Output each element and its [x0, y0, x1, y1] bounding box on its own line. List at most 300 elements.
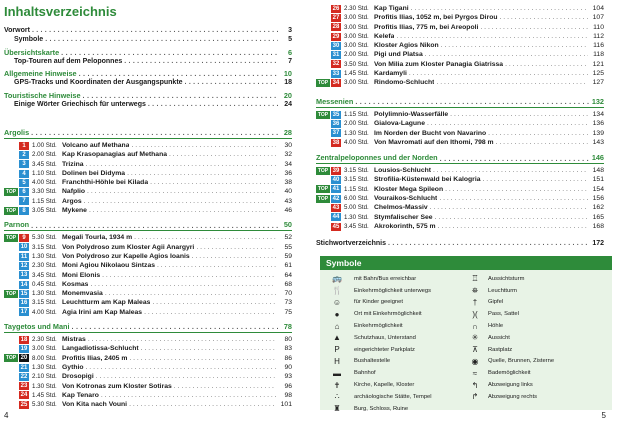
top-tour-badge: TOP [5, 290, 17, 297]
tour-row[interactable] [316, 194, 604, 203]
top-tour-badge [316, 14, 330, 22]
leader-dots [61, 48, 278, 57]
legend-item [324, 403, 466, 415]
top-tour-badge: TOP [317, 80, 329, 87]
tour-number-badge: 42 [332, 195, 340, 202]
tour-row[interactable] [4, 271, 292, 280]
bus-train-icon: 🚌 [332, 274, 342, 284]
toc-row[interactable] [4, 91, 292, 100]
tour-name: Moni Agiou Nikolaou Sintzas [62, 262, 156, 270]
toc-row[interactable] [4, 35, 292, 44]
top-tour-badge [4, 345, 18, 353]
tour-duration: 3.00 Std. [32, 345, 57, 353]
tour-row[interactable] [4, 382, 292, 391]
leader-dots [174, 382, 276, 391]
legend-text: Ort mit Einkehrmöglichkeit [354, 311, 422, 318]
index-entry[interactable] [316, 239, 604, 248]
tour-row[interactable] [316, 13, 604, 22]
top-tour-badge: TOP [317, 111, 329, 118]
tour-number-badge: 19 [20, 345, 28, 352]
legend-text: Abzweigung links [488, 382, 533, 389]
tour-row[interactable] [4, 160, 292, 169]
legend-text: Leuchtturm [488, 287, 517, 294]
legend-text: Burg, Schloss, Ruine [354, 405, 409, 412]
tour-row[interactable] [4, 372, 292, 381]
toc-tours-continued [316, 4, 604, 88]
tour-name: Von Mavromati auf den Ithomi, 798 m [374, 138, 494, 146]
top-tour-badge [316, 33, 330, 41]
tour-page: 125 [592, 70, 604, 78]
page-number-left: 4 [4, 411, 9, 420]
tour-name: Agia Irini am Kap Maleas [62, 308, 143, 316]
lookout-tower-icon: ♖ [471, 274, 479, 284]
spring-icon: ◉ [471, 356, 479, 366]
leader-dots [45, 35, 278, 44]
tour-row[interactable] [316, 213, 604, 222]
tour-duration: 1.45 Std. [344, 70, 369, 78]
tour-page: 38 [284, 179, 292, 187]
tour-row[interactable] [316, 4, 604, 13]
tour-number-badge: 3 [19, 160, 29, 168]
top-tour-badge [316, 176, 330, 184]
tour-row[interactable] [4, 169, 292, 178]
tour-number-badge: 2 [19, 151, 29, 159]
tour-row[interactable] [4, 261, 292, 270]
tour-row[interactable] [316, 185, 604, 194]
tour-number-badge: 29 [332, 33, 340, 40]
legend-item [324, 367, 466, 379]
tour-row[interactable] [4, 150, 292, 159]
tour-name: Vouraikos-Schlucht [374, 195, 438, 203]
tour-name: Kelefa [374, 32, 395, 40]
legend-item [466, 320, 608, 332]
tour-number-badge: 1 [19, 142, 29, 150]
top-tour-badge [4, 179, 18, 187]
top-tour-badge [4, 281, 18, 289]
village-icon: ● [334, 309, 340, 319]
section-heading[interactable] [4, 322, 292, 332]
top-tour-badge [316, 223, 330, 231]
tour-row[interactable] [4, 289, 292, 298]
tour-duration: 3.00 Std. [344, 79, 369, 87]
toc-label: Symbole [14, 36, 44, 44]
leader-dots [32, 26, 278, 35]
section-name: Taygetos und Mani [4, 322, 70, 332]
tour-name: Pigi und Platsa [374, 51, 423, 59]
toc-label: Einige Wörter Griechisch für unterwegs [14, 101, 146, 109]
toc-row[interactable] [4, 57, 292, 66]
toc-page: 20 [283, 90, 292, 100]
tour-page: 55 [284, 243, 292, 251]
section-heading[interactable] [316, 97, 604, 107]
toc-row[interactable] [4, 26, 292, 35]
top-tour-badge [4, 197, 18, 205]
right-page [312, 0, 620, 424]
tour-page: 118 [593, 51, 604, 59]
section-divider [316, 107, 604, 108]
tour-duration: 3.15 Std. [344, 167, 369, 175]
shelter-icon: ▲ [333, 333, 341, 343]
tour-duration: 1.30 Std. [32, 382, 57, 390]
page-number-right: 5 [601, 411, 606, 420]
tour-row[interactable] [316, 203, 604, 212]
tour-row[interactable] [316, 119, 604, 128]
top-tour-badge: TOP [317, 195, 329, 202]
tour-name: Langadiotissa-Schlucht [62, 345, 139, 353]
toc-row[interactable] [4, 69, 292, 78]
tour-row[interactable] [4, 308, 292, 317]
tour-page: 154 [592, 185, 604, 193]
tour-duration: 3.45 Std. [32, 160, 57, 168]
tour-page: 139 [592, 129, 604, 137]
top-tour-badge [4, 401, 18, 409]
tour-name: Kap Tenaro [62, 391, 99, 399]
tour-row[interactable] [316, 138, 604, 147]
tour-page: 52 [284, 234, 292, 242]
tour-number-badge: 34 [332, 80, 340, 87]
tour-page: 101 [280, 401, 292, 409]
tour-number-badge: 10 [20, 244, 28, 251]
leader-dots [427, 119, 588, 128]
section-heading[interactable] [4, 220, 292, 230]
leader-dots [355, 97, 590, 106]
tour-number-badge: 36 [332, 120, 340, 127]
tour-name: Dolinen bei Didyma [62, 169, 126, 177]
tour-page: 61 [284, 262, 292, 270]
tour-number-badge: 23 [20, 383, 28, 390]
section-divider [4, 230, 292, 231]
tour-name: Moni Elonis [62, 271, 101, 279]
top-tour-badge [4, 391, 18, 399]
section-heading[interactable] [316, 153, 604, 163]
tour-number-badge: 39 [332, 167, 340, 174]
leader-dots [409, 69, 588, 78]
tour-number-badge: 12 [20, 262, 28, 269]
toc-label: Top-Touren auf dem Peloponnes [14, 57, 123, 65]
tour-page: 136 [592, 120, 604, 128]
tour-duration: 1.00 Std. [32, 142, 57, 149]
tour-page: 112 [593, 32, 604, 40]
tour-number-badge: 40 [332, 177, 340, 184]
tour-name: Gialova-Lagune [374, 120, 425, 128]
legend-item [324, 285, 466, 297]
tour-page: 73 [284, 299, 292, 307]
leader-dots [157, 261, 276, 270]
tour-name: Strofilia-Küstenwald bei Kalogria [374, 176, 481, 184]
tour-duration: 3.45 Std. [344, 222, 369, 230]
legend-text: mit Bahn/Bus erreichbar [354, 275, 417, 282]
tour-name: Kloster Agios Nikon [374, 42, 439, 50]
top-tour-badge [4, 253, 18, 261]
leader-dots [480, 23, 588, 32]
leader-dots [90, 280, 276, 289]
tour-duration: 5.00 Std. [344, 204, 369, 212]
tour-page: 156 [592, 195, 604, 203]
tour-duration: 6.00 Std. [344, 195, 369, 203]
top-tour-badge [4, 142, 18, 150]
toc-row[interactable] [4, 48, 292, 57]
legend-text: Bademöglichkeit [488, 370, 531, 377]
toc-row[interactable] [4, 100, 292, 109]
toc-page: 18 [284, 79, 292, 87]
tour-name: Polylimnio-Wasserfälle [374, 111, 449, 118]
leader-dots [102, 271, 276, 280]
tour-row[interactable] [316, 60, 604, 69]
top-tour-badge [316, 60, 330, 68]
leader-dots [131, 141, 276, 150]
legend-text: archäologische Stätte, Tempel [354, 393, 432, 400]
toc-page: 24 [284, 101, 292, 109]
legend-text: Kirche, Kapelle, Kloster [354, 382, 415, 389]
top-tour-badge [4, 243, 18, 251]
station-icon: ▬ [333, 368, 341, 378]
tour-number-badge: 43 [332, 205, 340, 212]
top-tour-badge [316, 120, 330, 128]
leader-dots [496, 138, 588, 147]
tour-page: 134 [592, 111, 604, 118]
tour-row[interactable] [4, 280, 292, 289]
leader-dots [445, 185, 588, 194]
leader-dots [438, 222, 588, 231]
tour-page: 110 [593, 23, 604, 31]
tour-row[interactable] [4, 391, 292, 400]
tour-number-badge: 28 [332, 24, 340, 31]
top-tour-badge: TOP [5, 355, 17, 362]
tour-duration: 3.45 Std. [32, 271, 57, 279]
leader-dots [101, 391, 276, 400]
leader-dots [129, 354, 276, 363]
legend-item [324, 391, 466, 403]
top-tour-badge [4, 151, 18, 159]
tour-duration: 3.00 Std. [344, 32, 369, 40]
leader-dots [86, 160, 276, 169]
leader-dots [84, 197, 276, 206]
tour-duration: 2.30 Std. [344, 5, 369, 12]
tour-page: 143 [592, 138, 604, 146]
branch-right-icon: ↱ [471, 392, 479, 402]
tour-page: 121 [592, 60, 604, 68]
toc-row[interactable] [316, 239, 604, 248]
section-page: 78 [283, 322, 292, 332]
tour-page: 116 [593, 42, 604, 50]
toc-page: 7 [288, 57, 292, 65]
tour-row[interactable] [316, 175, 604, 184]
legend-text: eingerichteter Parkplatz [354, 346, 415, 353]
tour-row[interactable] [316, 23, 604, 32]
tour-duration: 5.30 Std. [32, 401, 57, 409]
legend-text: Bahnhof [354, 370, 376, 377]
top-tour-badge: TOP [317, 167, 329, 174]
tour-duration: 2.30 Std. [32, 262, 57, 270]
leader-dots [483, 175, 588, 184]
tour-row[interactable] [316, 41, 604, 50]
tour-duration: 3.15 Std. [32, 299, 57, 307]
tour-row[interactable] [316, 78, 604, 87]
tour-duration: 1.30 Std. [344, 129, 369, 137]
leader-dots [79, 69, 278, 78]
tour-row[interactable] [4, 197, 292, 206]
top-tour-badge [316, 42, 330, 50]
leader-dots [505, 60, 588, 69]
tour-duration: 1.30 Std. [32, 363, 57, 371]
legend-item [466, 379, 608, 391]
tour-page: 80 [284, 336, 292, 344]
leader-dots [31, 128, 278, 137]
tour-name: Von Kita nach Vouni [62, 401, 128, 409]
legend-item [324, 273, 466, 285]
leader-dots [435, 213, 588, 222]
tour-number-badge: 27 [332, 14, 340, 21]
tour-row[interactable] [316, 129, 604, 138]
tour-name: Nafplio [62, 188, 86, 196]
tour-row[interactable] [4, 298, 292, 307]
top-tour-badge [4, 170, 18, 178]
tour-name: Franchthi-Höhle bei Kilada [62, 179, 149, 187]
tour-page: 98 [284, 391, 292, 399]
tour-duration: 2.00 Std. [344, 120, 369, 128]
tour-name: Von Polydroso zum Kloster Agii Anargyri [62, 243, 195, 251]
legend-item [466, 367, 608, 379]
top-tour-badge [4, 382, 18, 390]
toc-tour-sections-right [316, 97, 604, 231]
legend-item [466, 285, 608, 297]
toc-page: 5 [288, 36, 292, 44]
bathing-icon: ≈ [472, 368, 478, 378]
section-page: 50 [283, 220, 292, 230]
tour-name: Megali Tourla, 1934 m [62, 234, 133, 242]
tour-row[interactable] [4, 178, 292, 187]
tour-row[interactable] [4, 206, 292, 215]
tour-number-badge: 37 [332, 130, 340, 137]
tour-name: Mistras [62, 336, 86, 344]
legend-text: Einkehrmöglichkeit [354, 323, 403, 330]
leader-dots [88, 335, 276, 344]
tour-name: Kloster Mega Spileon [374, 185, 444, 193]
tour-row[interactable] [4, 335, 292, 344]
section-name: Parnon [4, 220, 30, 230]
tour-row[interactable] [4, 363, 292, 372]
viewpoint-icon: ✳ [471, 333, 479, 343]
legend-item [324, 379, 466, 391]
tour-row[interactable] [4, 243, 292, 252]
tour-name: Leuchtturm am Kap Maleas [62, 299, 151, 307]
leader-dots [86, 363, 276, 372]
tour-row[interactable] [4, 233, 292, 242]
leader-dots [396, 32, 588, 41]
legend-item [324, 356, 466, 368]
tour-number-badge: 13 [20, 272, 28, 279]
tour-page: 162 [592, 204, 604, 212]
legend-item [466, 297, 608, 309]
top-tour-badge [4, 308, 18, 316]
top-tour-badge [316, 213, 330, 221]
tour-page: 107 [592, 14, 604, 22]
legend-item [466, 391, 608, 403]
top-tour-badge [4, 336, 18, 344]
legend-text: Gipfel [488, 299, 504, 306]
legend-text: Einkehrmöglichkeit unterwegs [354, 287, 432, 294]
top-tour-badge [4, 262, 18, 270]
legend-text: Abzweigung rechts [488, 393, 537, 400]
tour-row[interactable] [4, 344, 292, 353]
legend-text: Bushaltestelle [354, 358, 391, 365]
tour-row[interactable] [316, 69, 604, 78]
tour-row[interactable] [316, 166, 604, 175]
tour-page: 168 [592, 222, 604, 230]
toc-label: Vorwort [4, 27, 30, 34]
legend-item [466, 332, 608, 344]
legend-text: Aussicht [488, 334, 510, 341]
symbol-legend [320, 256, 612, 414]
tour-duration: 3.05 Std. [32, 207, 57, 215]
tour-duration: 3.00 Std. [344, 23, 369, 31]
top-tour-badge [316, 70, 330, 78]
leader-dots [96, 372, 276, 381]
tour-row[interactable] [4, 252, 292, 261]
top-tour-badge: TOP [317, 186, 329, 193]
tour-row[interactable] [316, 50, 604, 59]
leader-dots [31, 221, 278, 230]
tour-duration: 1.10 Std. [32, 169, 57, 177]
top-tour-badge [316, 204, 330, 212]
legend-title: Symbole [320, 256, 612, 270]
bus-stop-icon: H [334, 356, 340, 366]
tour-row[interactable] [316, 110, 604, 119]
section-heading[interactable] [4, 128, 292, 138]
tour-page: 64 [284, 271, 292, 279]
tour-number-badge: 9 [19, 234, 29, 242]
leader-dots [87, 187, 276, 196]
tour-row[interactable] [4, 187, 292, 196]
tour-number-badge: 31 [332, 52, 340, 59]
leader-dots [141, 344, 276, 353]
tour-duration: 3.00 Std. [344, 14, 369, 22]
toc-row[interactable] [4, 78, 292, 87]
legend-text: Höhle [488, 323, 504, 330]
top-tour-badge [316, 51, 330, 59]
leader-dots [430, 203, 588, 212]
top-tour-badge: TOP [5, 189, 17, 196]
top-tour-badge [4, 364, 18, 372]
tour-name: Rindomo-Schlucht [374, 79, 435, 87]
tour-name: Chelmos-Massiv [374, 204, 428, 212]
tour-name: Kap Krasopanagias auf Methana [62, 151, 167, 159]
toc-label: GPS-Tracks und Koordinaten der Ausgangspunkte [14, 79, 183, 87]
tour-row[interactable] [316, 32, 604, 41]
tour-row[interactable] [4, 400, 292, 409]
page-title: Inhaltsverzeichnis [4, 4, 117, 19]
tour-page: 148 [592, 167, 604, 175]
tour-page: 34 [284, 160, 292, 168]
tour-name: Argos [62, 197, 82, 205]
legend-item [324, 297, 466, 309]
tour-name: Von Kotronas zum Kloster Sotiras [62, 382, 172, 390]
tour-row[interactable] [316, 222, 604, 231]
tour-name: Von Polydroso zur Kapelle Agios Ioanis [62, 252, 190, 260]
tour-number-badge: 11 [20, 253, 28, 260]
tour-row[interactable] [4, 141, 292, 150]
top-tour-badge [4, 373, 18, 381]
top-tour-badge [4, 299, 18, 307]
toc-page: 172 [592, 240, 604, 247]
tour-row[interactable] [4, 354, 292, 363]
tour-duration: 3.50 Std. [344, 60, 369, 68]
leader-dots [134, 233, 276, 242]
leader-dots [185, 78, 278, 87]
tour-number-badge: 41 [332, 186, 340, 193]
tour-number-badge: 8 [19, 207, 29, 215]
tour-duration: 2.00 Std. [32, 151, 57, 159]
